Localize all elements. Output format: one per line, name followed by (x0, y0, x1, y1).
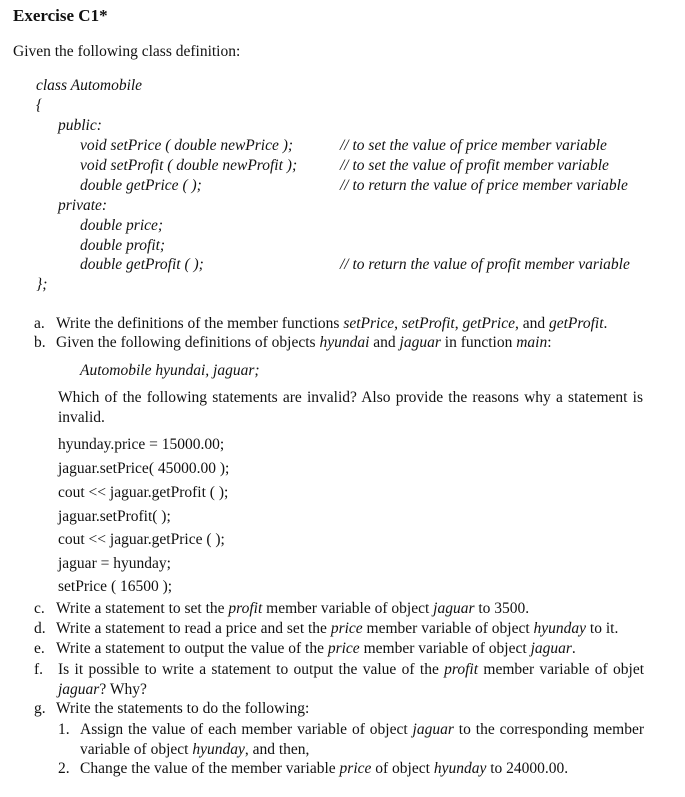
member-comment: // to set the value of price member variable (340, 137, 607, 154)
private-label: private: (58, 197, 108, 214)
statement: hyunday.price = 15000.00; (58, 436, 225, 453)
question-label: f. (34, 661, 44, 678)
item-number: 1. (58, 721, 70, 738)
statement: setPrice ( 16500 ); (58, 578, 173, 595)
member-comment: // to set the value of profit member variable (340, 157, 609, 174)
question-label: g. (34, 700, 46, 717)
member-code: double price; (80, 217, 164, 234)
question-label: b. (34, 334, 46, 351)
member-comment: // to return the value of profit member variable (340, 256, 630, 273)
question-e: e. Write a statement to output the value of the price member variable of object jaguar. (34, 640, 576, 657)
close-brace: }; (36, 276, 48, 293)
member-code: double getPrice ( ); (80, 177, 202, 194)
question-f: f. Is it possible to write a statement to output the value of the profit member variable of objet jaguar? Why? (34, 661, 645, 698)
question-g-item-1: 1. Assign the value of each member variable of object jaguar to the corresponding member variable of object hyunday, and then, (58, 721, 644, 758)
function-name: setProfit (401, 315, 455, 332)
question-b: b. Given the following definitions of objects hyundai and jaguar in function main: (34, 334, 552, 351)
question-b-prompt: Which of the following statements are invalid? Also provide the reasons why a statement is invalid. (58, 389, 643, 426)
function-name: getProfit (548, 315, 604, 332)
question-d: d. Write a statement to read a price and set the price member variable of object hyunday to it. (34, 620, 619, 637)
statement: jaguar.setPrice( 45000.00 ); (58, 460, 230, 477)
member-code: double profit; (80, 237, 166, 254)
member-code: void setPrice ( double newPrice ); (80, 137, 294, 154)
statement: cout << jaguar.getProfit ( ); (58, 484, 229, 501)
question-label: c. (34, 600, 45, 617)
object-declaration: Automobile hyundai, jaguar; (80, 362, 260, 379)
exercise-title: Exercise C1* (13, 6, 108, 25)
member-code: double getProfit ( ); (80, 256, 204, 273)
public-label: public: (58, 117, 102, 134)
question-label: a. (34, 315, 45, 332)
statement: cout << jaguar.getPrice ( ); (58, 531, 225, 548)
intro-text: Given the following class definition: (13, 43, 241, 60)
statement: jaguar.setProfit( ); (58, 508, 171, 525)
question-label: d. (34, 620, 46, 637)
function-name: getPrice (462, 315, 515, 332)
member-comment: // to return the value of price member variable (340, 177, 628, 194)
question-c: c. Write a statement to set the profit member variable of object jaguar to 3500. (34, 600, 530, 617)
item-number: 2. (58, 760, 70, 777)
question-g-item-2: 2. Change the value of the member variable price of object hyunday to 24000.00. (58, 760, 569, 777)
question-a: a. Write the definitions of the member functions setPrice, setProfit, getPrice, and getProfit. (34, 315, 608, 332)
statement: jaguar = hyunday; (58, 555, 171, 572)
class-header: class Automobile (36, 77, 143, 94)
member-code: void setProfit ( double newProfit ); (80, 157, 298, 174)
question-label: e. (34, 640, 45, 657)
question-g: g. Write the statements to do the following: (34, 700, 310, 717)
function-name: setPrice (343, 315, 395, 332)
open-brace: { (36, 97, 43, 114)
